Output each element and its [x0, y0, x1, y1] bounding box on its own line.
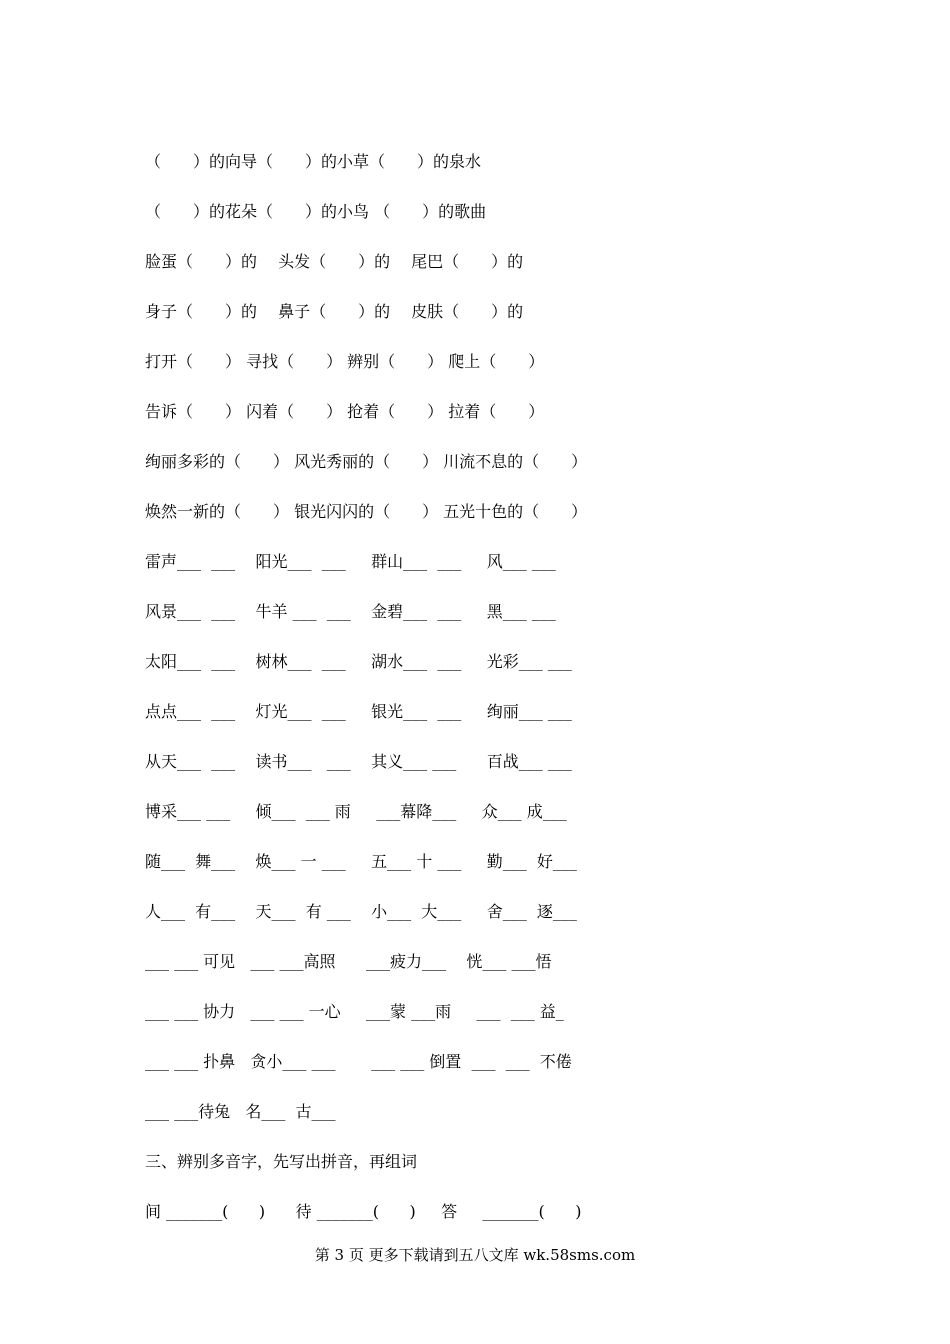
exercise-line: 人___ 有___ 天___ 有 ___ 小___ 大___ 舍___ 逐___	[145, 902, 577, 921]
exercise-line: 脸蛋（ ）的 头发（ ）的 尾巴（ ）的	[145, 252, 524, 271]
exercise-line: ___ ___待兔 名___ 古___	[145, 1102, 336, 1121]
exercise-line: 随___ 舞___ 焕___ 一 ___ 五___ 十 ___ 勤___ 好___	[145, 852, 577, 871]
exercise-line: ___ ___ 可见 ___ ___高照 ___疲力___ 恍___ ___悟	[145, 952, 552, 971]
exercise-line: （ ）的向导（ ）的小草（ ）的泉水	[145, 152, 482, 171]
exercise-line: 风景___ ___ 牛羊 ___ ___ 金碧___ ___ 黑___ ___	[145, 602, 556, 621]
exercise-line: 打开（ ） 寻找（ ） 辨别（ ） 爬上（ ）	[145, 352, 545, 371]
exercise-line: 焕然一新的（ ） 银光闪闪的（ ） 五光十色的（ ）	[145, 502, 588, 521]
exercise-line: ___ ___ 扑鼻 贪小___ ___ ___ ___ 倒置 ___ ___ 不倦	[145, 1052, 572, 1071]
exercise-line: 身子（ ）的 鼻子（ ）的 皮肤（ ）的	[145, 302, 524, 321]
exercise-line: ___ ___ 协力 ___ ___ 一心 ___蒙 ___雨 ___ ___ 益_	[145, 1002, 564, 1021]
section-heading: 三、辨别多音字，先写出拼音，再组词	[145, 1152, 418, 1171]
exercise-line: 博采___ ___ 倾___ ___ 雨 ___幕降___ 众___ 成___	[145, 802, 567, 821]
exercise-line: 从天___ ___ 读书___ ___ 其义___ ___ 百战___ ___	[145, 752, 572, 771]
exercise-line: 太阳___ ___ 树林___ ___ 湖水___ ___ 光彩___ ___	[145, 652, 572, 671]
exercise-line: 点点___ ___ 灯光___ ___ 银光___ ___ 绚丽___ ___	[145, 702, 572, 721]
exercise-line: 间 _______( ) 待 _______( ) 答 _______( )	[145, 1202, 582, 1221]
exercise-lines	[145, 146, 845, 1246]
page-footer: 第 3 页 更多下载请到五八文库 wk.58sms.com	[314, 1246, 636, 1264]
exercise-line: （ ）的花朵（ ）的小鸟 （ ）的歌曲	[145, 202, 487, 221]
exercise-line: 绚丽多彩的（ ） 风光秀丽的（ ） 川流不息的（ ）	[145, 452, 588, 471]
exercise-line: 雷声___ ___ 阳光___ ___ 群山___ ___ 风___ ___	[145, 552, 556, 571]
exercise-line: 告诉（ ） 闪着（ ） 抢着（ ） 拉着（ ）	[145, 402, 545, 421]
